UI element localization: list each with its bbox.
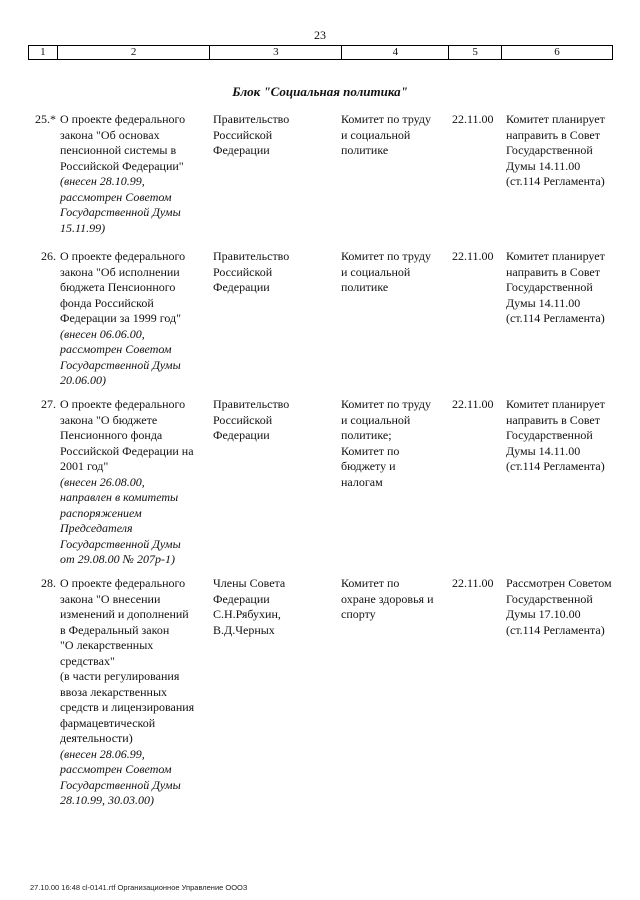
page-number: 23 xyxy=(314,28,326,42)
review-date: 22.11.00 xyxy=(452,576,494,590)
responsible-committee: Комитет по труду и социальной политике xyxy=(341,249,432,294)
bill-status: Комитет планирует направить в Совет Государственной Думы 14.11.00 (ст.114 Регламента) xyxy=(506,112,605,188)
bill-description xyxy=(60,397,210,568)
row-number: 26. xyxy=(41,249,56,263)
bill-title: О проекте федерального закона "О внесении изменений и дополнений в Федеральный закон "О лекарственных средствах" (в части регулирования ввоза лекарственных средств и лицензирования фармацевтической деятельности) xyxy=(60,576,195,745)
bill-title: О проекте федерального закона "О бюджете Пенсионного фонда Российской Федерации на 2001 год" xyxy=(60,397,194,473)
responsible-committee: Комитет по труду и социальной политике; Комитет по бюджету и налогам xyxy=(341,397,432,489)
header-col-2: 2 xyxy=(57,46,210,59)
bill-note: (внесен 26.08.00, направлен в комитеты распоряжением Председателя Государственной Думы от 29.08.00 № 207р-1) xyxy=(60,474,181,566)
review-date: 22.11.00 xyxy=(452,112,494,126)
bill-note: (внесен 28.06.99, рассмотрен Советом Государственной Думы 28.10.99, 30.03.00) xyxy=(60,746,181,807)
row-number: 27. xyxy=(41,397,56,411)
bill-status: Комитет планирует направить в Совет Государственной Думы 14.11.00 (ст.114 Регламента) xyxy=(506,249,605,325)
row-number: 28. xyxy=(41,576,56,590)
document-footer: 27.10.00 16:48 cl-0141.rtf Организационное Управление ОООЗ xyxy=(30,883,248,892)
header-col-5: 5 xyxy=(448,46,501,59)
review-date: 22.11.00 xyxy=(452,249,494,263)
block-title: Блок "Социальная политика" xyxy=(232,84,408,99)
bill-initiator: Правительство Российской Федерации xyxy=(213,397,290,442)
bill-note: (внесен 06.06.00, рассмотрен Советом Государственной Думы 20.06.00) xyxy=(60,326,181,387)
bill-title: О проекте федерального закона "Об основах пенсионной системы в Российской Федерации" xyxy=(60,112,186,173)
bill-description xyxy=(60,112,210,236)
row-number: 25.* xyxy=(35,112,56,126)
responsible-committee: Комитет по труду и социальной политике xyxy=(341,112,432,157)
responsible-committee: Комитет по охране здоровья и спорту xyxy=(341,576,434,621)
bill-initiator: Члены Совета Федерации С.Н.Рябухин, В.Д.Черных xyxy=(213,576,286,637)
bill-description xyxy=(60,249,210,389)
bill-status: Рассмотрен Советом Государственной Думы 17.10.00 (ст.114 Регламента) xyxy=(506,576,612,637)
review-date: 22.11.00 xyxy=(452,397,494,411)
bill-note: (внесен 28.10.99, рассмотрен Советом Государственной Думы 15.11.99) xyxy=(60,174,181,235)
bill-title: О проекте федерального закона "Об исполнении бюджета Пенсионного фонда Российской Федерации за 1999 год" xyxy=(60,249,186,325)
header-col-4: 4 xyxy=(341,46,448,59)
bill-initiator: Правительство Российской Федерации xyxy=(213,112,290,157)
bill-description xyxy=(60,576,210,809)
bill-status: Комитет планирует направить в Совет Государственной Думы 14.11.00 (ст.114 Регламента) xyxy=(506,397,605,473)
bill-initiator: Правительство Российской Федерации xyxy=(213,249,290,294)
column-number-header xyxy=(28,45,613,60)
header-col-1: 1 xyxy=(40,46,46,58)
header-col-6: 6 xyxy=(501,46,612,59)
header-col-3: 3 xyxy=(209,46,341,59)
